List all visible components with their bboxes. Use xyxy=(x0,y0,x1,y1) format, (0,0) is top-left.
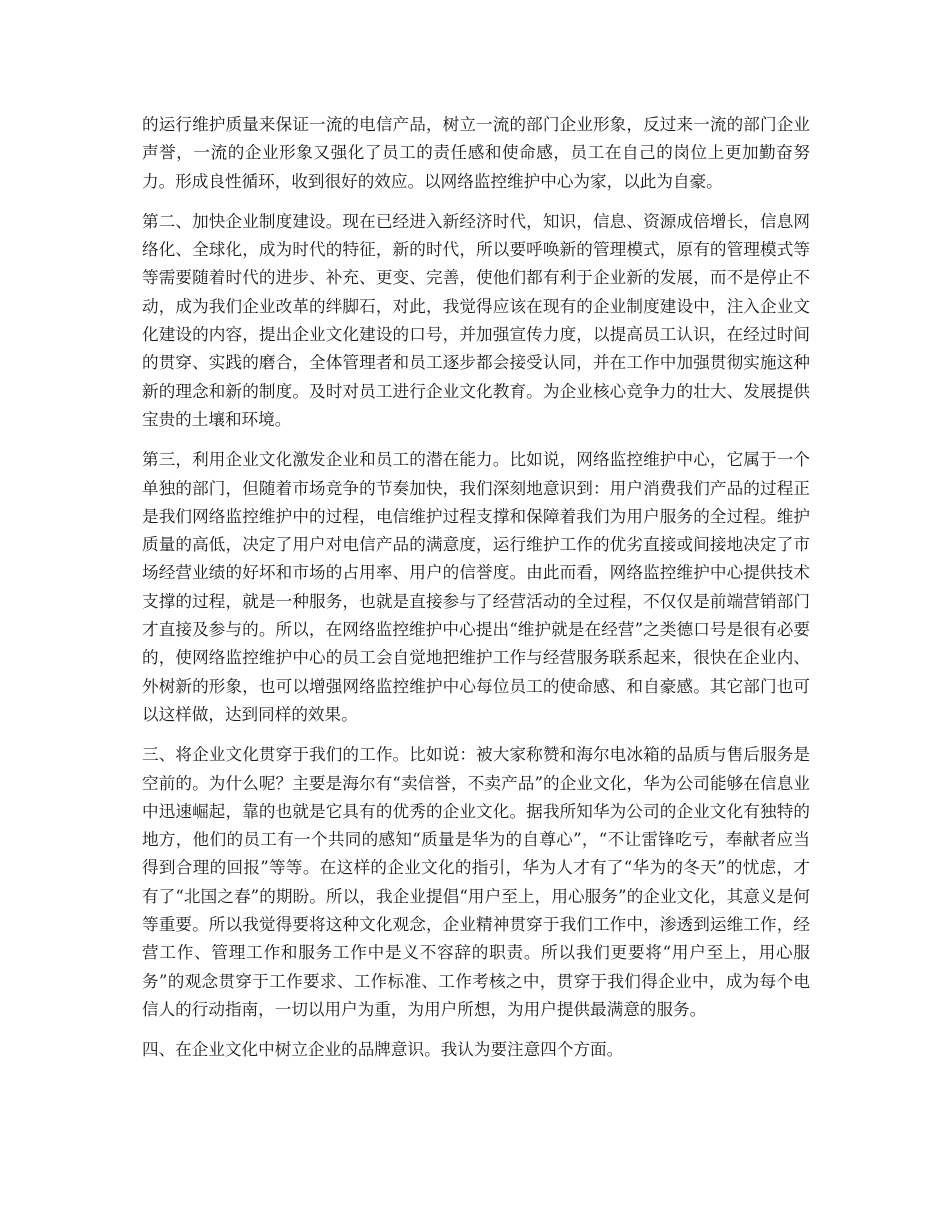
paragraph-continuation: 的运行维护质量来保证一流的电信产品，树立一流的部门企业形象，反过来一流的部门企业声誉，一流的企业形象又强化了员工的责任感和使命感，员工在自己的岗位上更加勤奋努力。形成良性循环，收到很好的效应。以网络监控维护中心为家，以此为自豪。 xyxy=(142,115,810,191)
document-body xyxy=(142,111,810,1077)
paragraph-san: 三、将企业文化贯穿于我们的工作。比如说：被大家称赞和海尔电冰箱的品质与售后服务是空前的。为什么呢？主要是海尔有“卖信誉，不卖产品”的企业文化，华为公司能够在信息业中迅速崛起，靠的也就是它具有的优秀的企业文化。据我所知华为公司的企业文化有独特的地方，他们的员工有一个共同的感知“质量是华为的自尊心”，“不让雷锋吃亏，奉献者应当得到合理的回报”等等。在这样的企业文化的指引，华为人才有了“华为的冬天”的忧虑，才有了“北国之春”的期盼。所以，我企业提倡“用户至上，用心服务”的企业文化，其意义是何等重要。所以我觉得要将这种文化观念，企业精神贯穿于我们工作中，渗透到运维工作，经营工作、管理工作和服务工作中是义不容辞的职责。所以我们更要将“用户至上，用心服务”的观念贯穿于工作要求、工作标准、工作考核之中，贯穿于我们得企业中，成为每个电信人的行动指南，一切以用户为重，为用户所想，为用户提供最满意的服务。 xyxy=(142,745,810,1019)
paragraph-si: 四、在企业文化中树立企业的品牌意识。我认为要注意四个方面。 xyxy=(142,1040,624,1060)
paragraph-third: 第三，利用企业文化激发企业和员工的潜在能力。比如说，网络监控维护中心，它属于一个单独的部门，但随着市场竞争的节奏加快，我们深刻地意识到：用户消费我们产品的过程正是我们网络监控维护中的过程，电信维护过程支撑和保障着我们为用户服务的全过程。维护质量的高低，决定了用户对电信产品的满意度，运行维护工作的优劣直接或间接地决定了市场经营业绩的好坏和市场的占用率、用户的信誉度。由此而看，网络监控维护中心提供技术支撑的过程，就是一种服务，也就是直接参与了经营活动的全过程，不仅仅是前端营销部门才直接及参与的。所以，在网络监控维护中心提出“维护就是在经营”之类德口号是很有必要的，使网络监控维护中心的员工会自觉地把维护工作与经营服务联系起来，很快在企业内、外树新的形象，也可以增强网络监控维护中心每位员工的使命感、和自豪感。其它部门也可以这样做，达到同样的效果。 xyxy=(142,450,810,724)
paragraph-second: 第二、加快企业制度建设。现在已经进入新经济时代，知识，信息、资源成倍增长，信息网络化、全球化，成为时代的特征，新的时代，所以要呼唤新的管理模式，原有的管理模式等等需要随着时代的进步、补充、更变、完善，使他们都有利于企业新的发展，而不是停止不动，成为我们企业改革的绊脚石，对此，我觉得应该在现有的企业制度建设中，注入企业文化建设的内容，提出企业文化建设的口号，并加强宣传力度，以提高员工认识，在经过时间的贯穿、实践的磨合，全体管理者和员工逐步都会接受认同，并在工作中加强贯彻实施这种新的理念和新的制度。及时对员工进行企业文化教育。为企业核心竞争力的壮大、发展提供宝贵的土壤和环境。 xyxy=(142,211,810,429)
